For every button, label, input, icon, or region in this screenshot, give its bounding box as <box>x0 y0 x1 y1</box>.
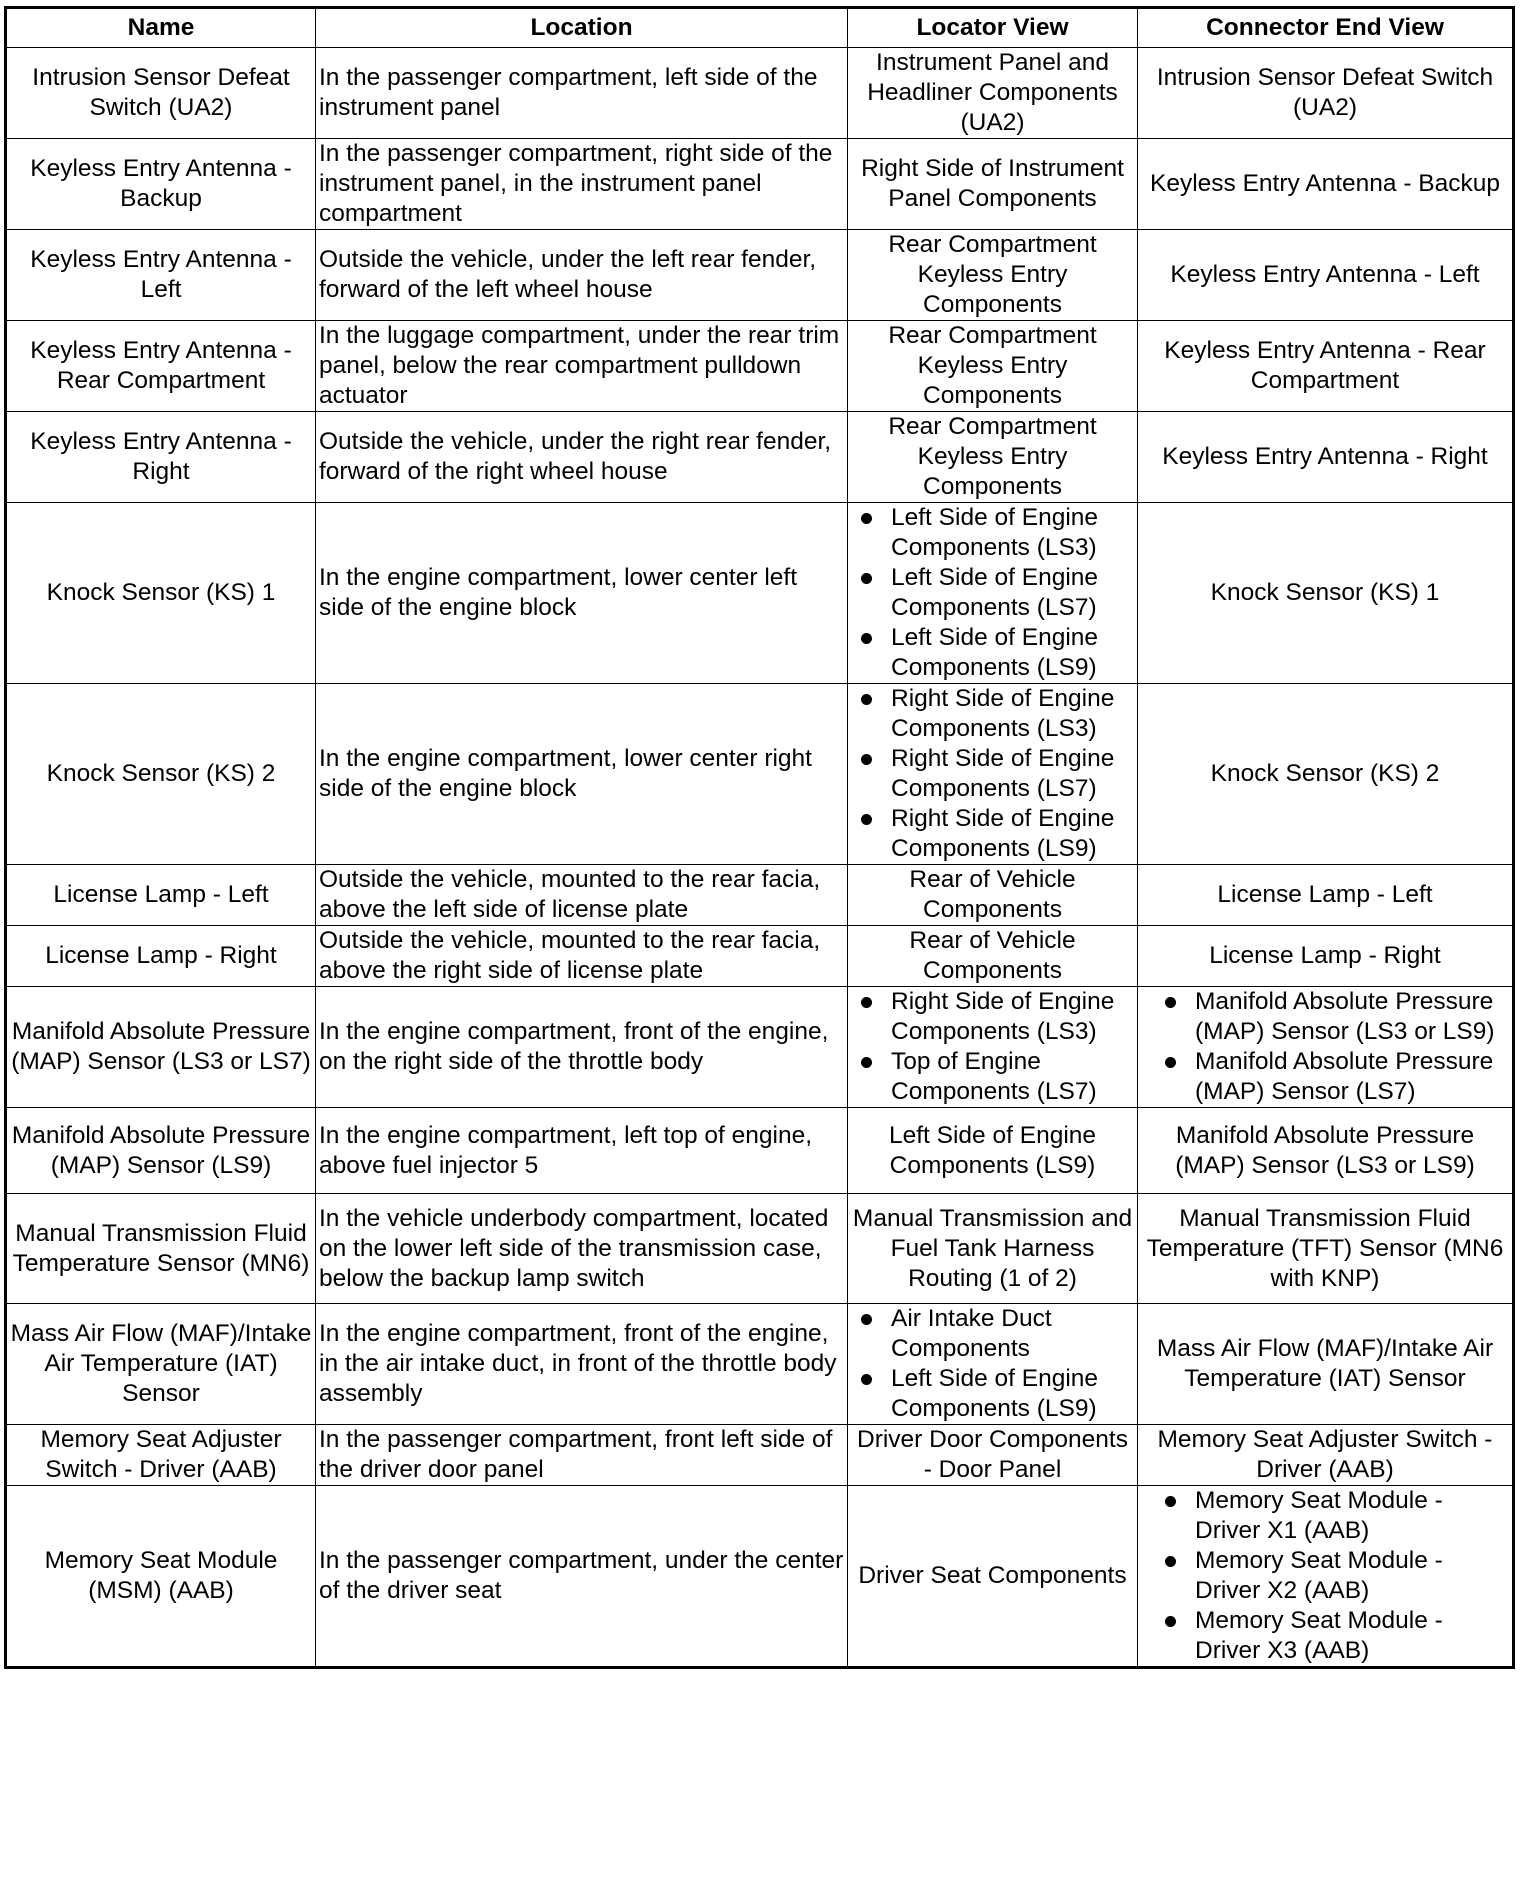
cell-locator-view: Right Side of Instrument Panel Components <box>848 139 1138 230</box>
cell-locator-view: Driver Seat Components <box>848 1486 1138 1668</box>
bullet-item: Memory Seat Module - Driver X1 (AAB) <box>1155 1486 1509 1546</box>
bullet-item: Manifold Absolute Pressure (MAP) Sensor (LS3 or LS9) <box>1155 987 1509 1047</box>
bullet-list <box>851 1304 1134 1424</box>
cell-name: Knock Sensor (KS) 2 <box>6 684 316 865</box>
cell-name: Memory Seat Module (MSM) (AAB) <box>6 1486 316 1668</box>
cell-connector-end-view: Manual Transmission Fluid Temperature (TFT) Sensor (MN6 with KNP) <box>1138 1194 1514 1304</box>
bullet-item: Left Side of Engine Components (LS7) <box>851 563 1134 623</box>
cell-locator-view: Rear Compartment Keyless Entry Components <box>848 412 1138 503</box>
cell-locator-view: Driver Door Components - Door Panel <box>848 1425 1138 1486</box>
table-row <box>6 412 1514 503</box>
cell-connector-end-view <box>1138 1486 1514 1668</box>
bullet-list <box>851 987 1134 1107</box>
header-location: Location <box>316 8 848 48</box>
cell-name: Manifold Absolute Pressure (MAP) Sensor (LS3 or LS7) <box>6 987 316 1108</box>
header-name: Name <box>6 8 316 48</box>
cell-name: License Lamp - Left <box>6 865 316 926</box>
table-row <box>6 1194 1514 1304</box>
cell-connector-end-view: Keyless Entry Antenna - Rear Compartment <box>1138 321 1514 412</box>
cell-name: Knock Sensor (KS) 1 <box>6 503 316 684</box>
cell-connector-end-view: Memory Seat Adjuster Switch - Driver (AAB) <box>1138 1425 1514 1486</box>
bullet-item: Right Side of Engine Components (LS9) <box>851 804 1134 864</box>
header-connector-end-view: Connector End View <box>1138 8 1514 48</box>
cell-location: In the luggage compartment, under the rear trim panel, below the rear compartment pulldown actuator <box>316 321 848 412</box>
cell-location: In the engine compartment, front of the engine, on the right side of the throttle body <box>316 987 848 1108</box>
cell-location: In the passenger compartment, under the center of the driver seat <box>316 1486 848 1668</box>
table-row <box>6 987 1514 1108</box>
cell-connector-end-view: Keyless Entry Antenna - Backup <box>1138 139 1514 230</box>
cell-name: Keyless Entry Antenna - Backup <box>6 139 316 230</box>
cell-name: Manifold Absolute Pressure (MAP) Sensor (LS9) <box>6 1108 316 1194</box>
cell-location: Outside the vehicle, under the left rear fender, forward of the left wheel house <box>316 230 848 321</box>
cell-connector-end-view: Keyless Entry Antenna - Left <box>1138 230 1514 321</box>
bullet-item: Memory Seat Module - Driver X2 (AAB) <box>1155 1546 1509 1606</box>
cell-name: Manual Transmission Fluid Temperature Sensor (MN6) <box>6 1194 316 1304</box>
table-row <box>6 503 1514 684</box>
table-row <box>6 684 1514 865</box>
bullet-item: Right Side of Engine Components (LS7) <box>851 744 1134 804</box>
cell-name: Intrusion Sensor Defeat Switch (UA2) <box>6 48 316 139</box>
cell-name: Memory Seat Adjuster Switch - Driver (AAB) <box>6 1425 316 1486</box>
cell-connector-end-view <box>1138 987 1514 1108</box>
bullet-item: Top of Engine Components (LS7) <box>851 1047 1134 1107</box>
cell-locator-view: Rear Compartment Keyless Entry Components <box>848 321 1138 412</box>
cell-location: Outside the vehicle, under the right rear fender, forward of the right wheel house <box>316 412 848 503</box>
table-row <box>6 1304 1514 1425</box>
bullet-item: Right Side of Engine Components (LS3) <box>851 987 1134 1047</box>
cell-locator-view: Rear of Vehicle Components <box>848 865 1138 926</box>
cell-name: License Lamp - Right <box>6 926 316 987</box>
cell-connector-end-view: License Lamp - Left <box>1138 865 1514 926</box>
cell-locator-view <box>848 1304 1138 1425</box>
table-row <box>6 1425 1514 1486</box>
bullet-item: Left Side of Engine Components (LS3) <box>851 503 1134 563</box>
cell-location: Outside the vehicle, mounted to the rear facia, above the left side of license plate <box>316 865 848 926</box>
cell-name: Keyless Entry Antenna - Rear Compartment <box>6 321 316 412</box>
cell-location: Outside the vehicle, mounted to the rear facia, above the right side of license plate <box>316 926 848 987</box>
cell-locator-view: Left Side of Engine Components (LS9) <box>848 1108 1138 1194</box>
bullet-item: Manifold Absolute Pressure (MAP) Sensor (LS7) <box>1155 1047 1509 1107</box>
bullet-list <box>1155 1486 1509 1666</box>
table-row <box>6 230 1514 321</box>
cell-location: In the engine compartment, lower center right side of the engine block <box>316 684 848 865</box>
cell-location: In the engine compartment, lower center left side of the engine block <box>316 503 848 684</box>
cell-locator-view <box>848 503 1138 684</box>
table-row <box>6 321 1514 412</box>
table-row <box>6 48 1514 139</box>
cell-connector-end-view: Manifold Absolute Pressure (MAP) Sensor (LS3 or LS9) <box>1138 1108 1514 1194</box>
cell-connector-end-view: Intrusion Sensor Defeat Switch (UA2) <box>1138 48 1514 139</box>
cell-locator-view <box>848 987 1138 1108</box>
table-row <box>6 865 1514 926</box>
table-row <box>6 1486 1514 1668</box>
bullet-list <box>851 684 1134 864</box>
cell-connector-end-view: Knock Sensor (KS) 2 <box>1138 684 1514 865</box>
header-locator-view: Locator View <box>848 8 1138 48</box>
bullet-item: Left Side of Engine Components (LS9) <box>851 623 1134 683</box>
cell-locator-view: Rear of Vehicle Components <box>848 926 1138 987</box>
cell-connector-end-view: Keyless Entry Antenna - Right <box>1138 412 1514 503</box>
component-locator-table <box>4 6 1515 1669</box>
bullet-list <box>1155 987 1509 1107</box>
cell-connector-end-view: Knock Sensor (KS) 1 <box>1138 503 1514 684</box>
cell-location: In the vehicle underbody compartment, located on the lower left side of the transmission case, below the backup lamp switch <box>316 1194 848 1304</box>
bullet-item: Air Intake Duct Components <box>851 1304 1134 1364</box>
cell-connector-end-view: Mass Air Flow (MAF)/Intake Air Temperature (IAT) Sensor <box>1138 1304 1514 1425</box>
cell-locator-view: Rear Compartment Keyless Entry Components <box>848 230 1138 321</box>
cell-location: In the engine compartment, front of the engine, in the air intake duct, in front of the throttle body assembly <box>316 1304 848 1425</box>
cell-name: Keyless Entry Antenna - Right <box>6 412 316 503</box>
cell-locator-view <box>848 684 1138 865</box>
cell-name: Mass Air Flow (MAF)/Intake Air Temperature (IAT) Sensor <box>6 1304 316 1425</box>
bullet-item: Right Side of Engine Components (LS3) <box>851 684 1134 744</box>
cell-location: In the passenger compartment, left side of the instrument panel <box>316 48 848 139</box>
bullet-list <box>851 503 1134 683</box>
table-body <box>6 48 1514 1668</box>
table-row <box>6 926 1514 987</box>
table-header-row <box>6 8 1514 48</box>
cell-location: In the passenger compartment, front left side of the driver door panel <box>316 1425 848 1486</box>
table-row <box>6 1108 1514 1194</box>
table-row <box>6 139 1514 230</box>
cell-connector-end-view: License Lamp - Right <box>1138 926 1514 987</box>
cell-locator-view: Manual Transmission and Fuel Tank Harness Routing (1 of 2) <box>848 1194 1138 1304</box>
cell-locator-view: Instrument Panel and Headliner Components (UA2) <box>848 48 1138 139</box>
bullet-item: Memory Seat Module - Driver X3 (AAB) <box>1155 1606 1509 1666</box>
bullet-item: Left Side of Engine Components (LS9) <box>851 1364 1134 1424</box>
cell-name: Keyless Entry Antenna - Left <box>6 230 316 321</box>
cell-location: In the engine compartment, left top of engine, above fuel injector 5 <box>316 1108 848 1194</box>
cell-location: In the passenger compartment, right side of the instrument panel, in the instrument panel compartment <box>316 139 848 230</box>
